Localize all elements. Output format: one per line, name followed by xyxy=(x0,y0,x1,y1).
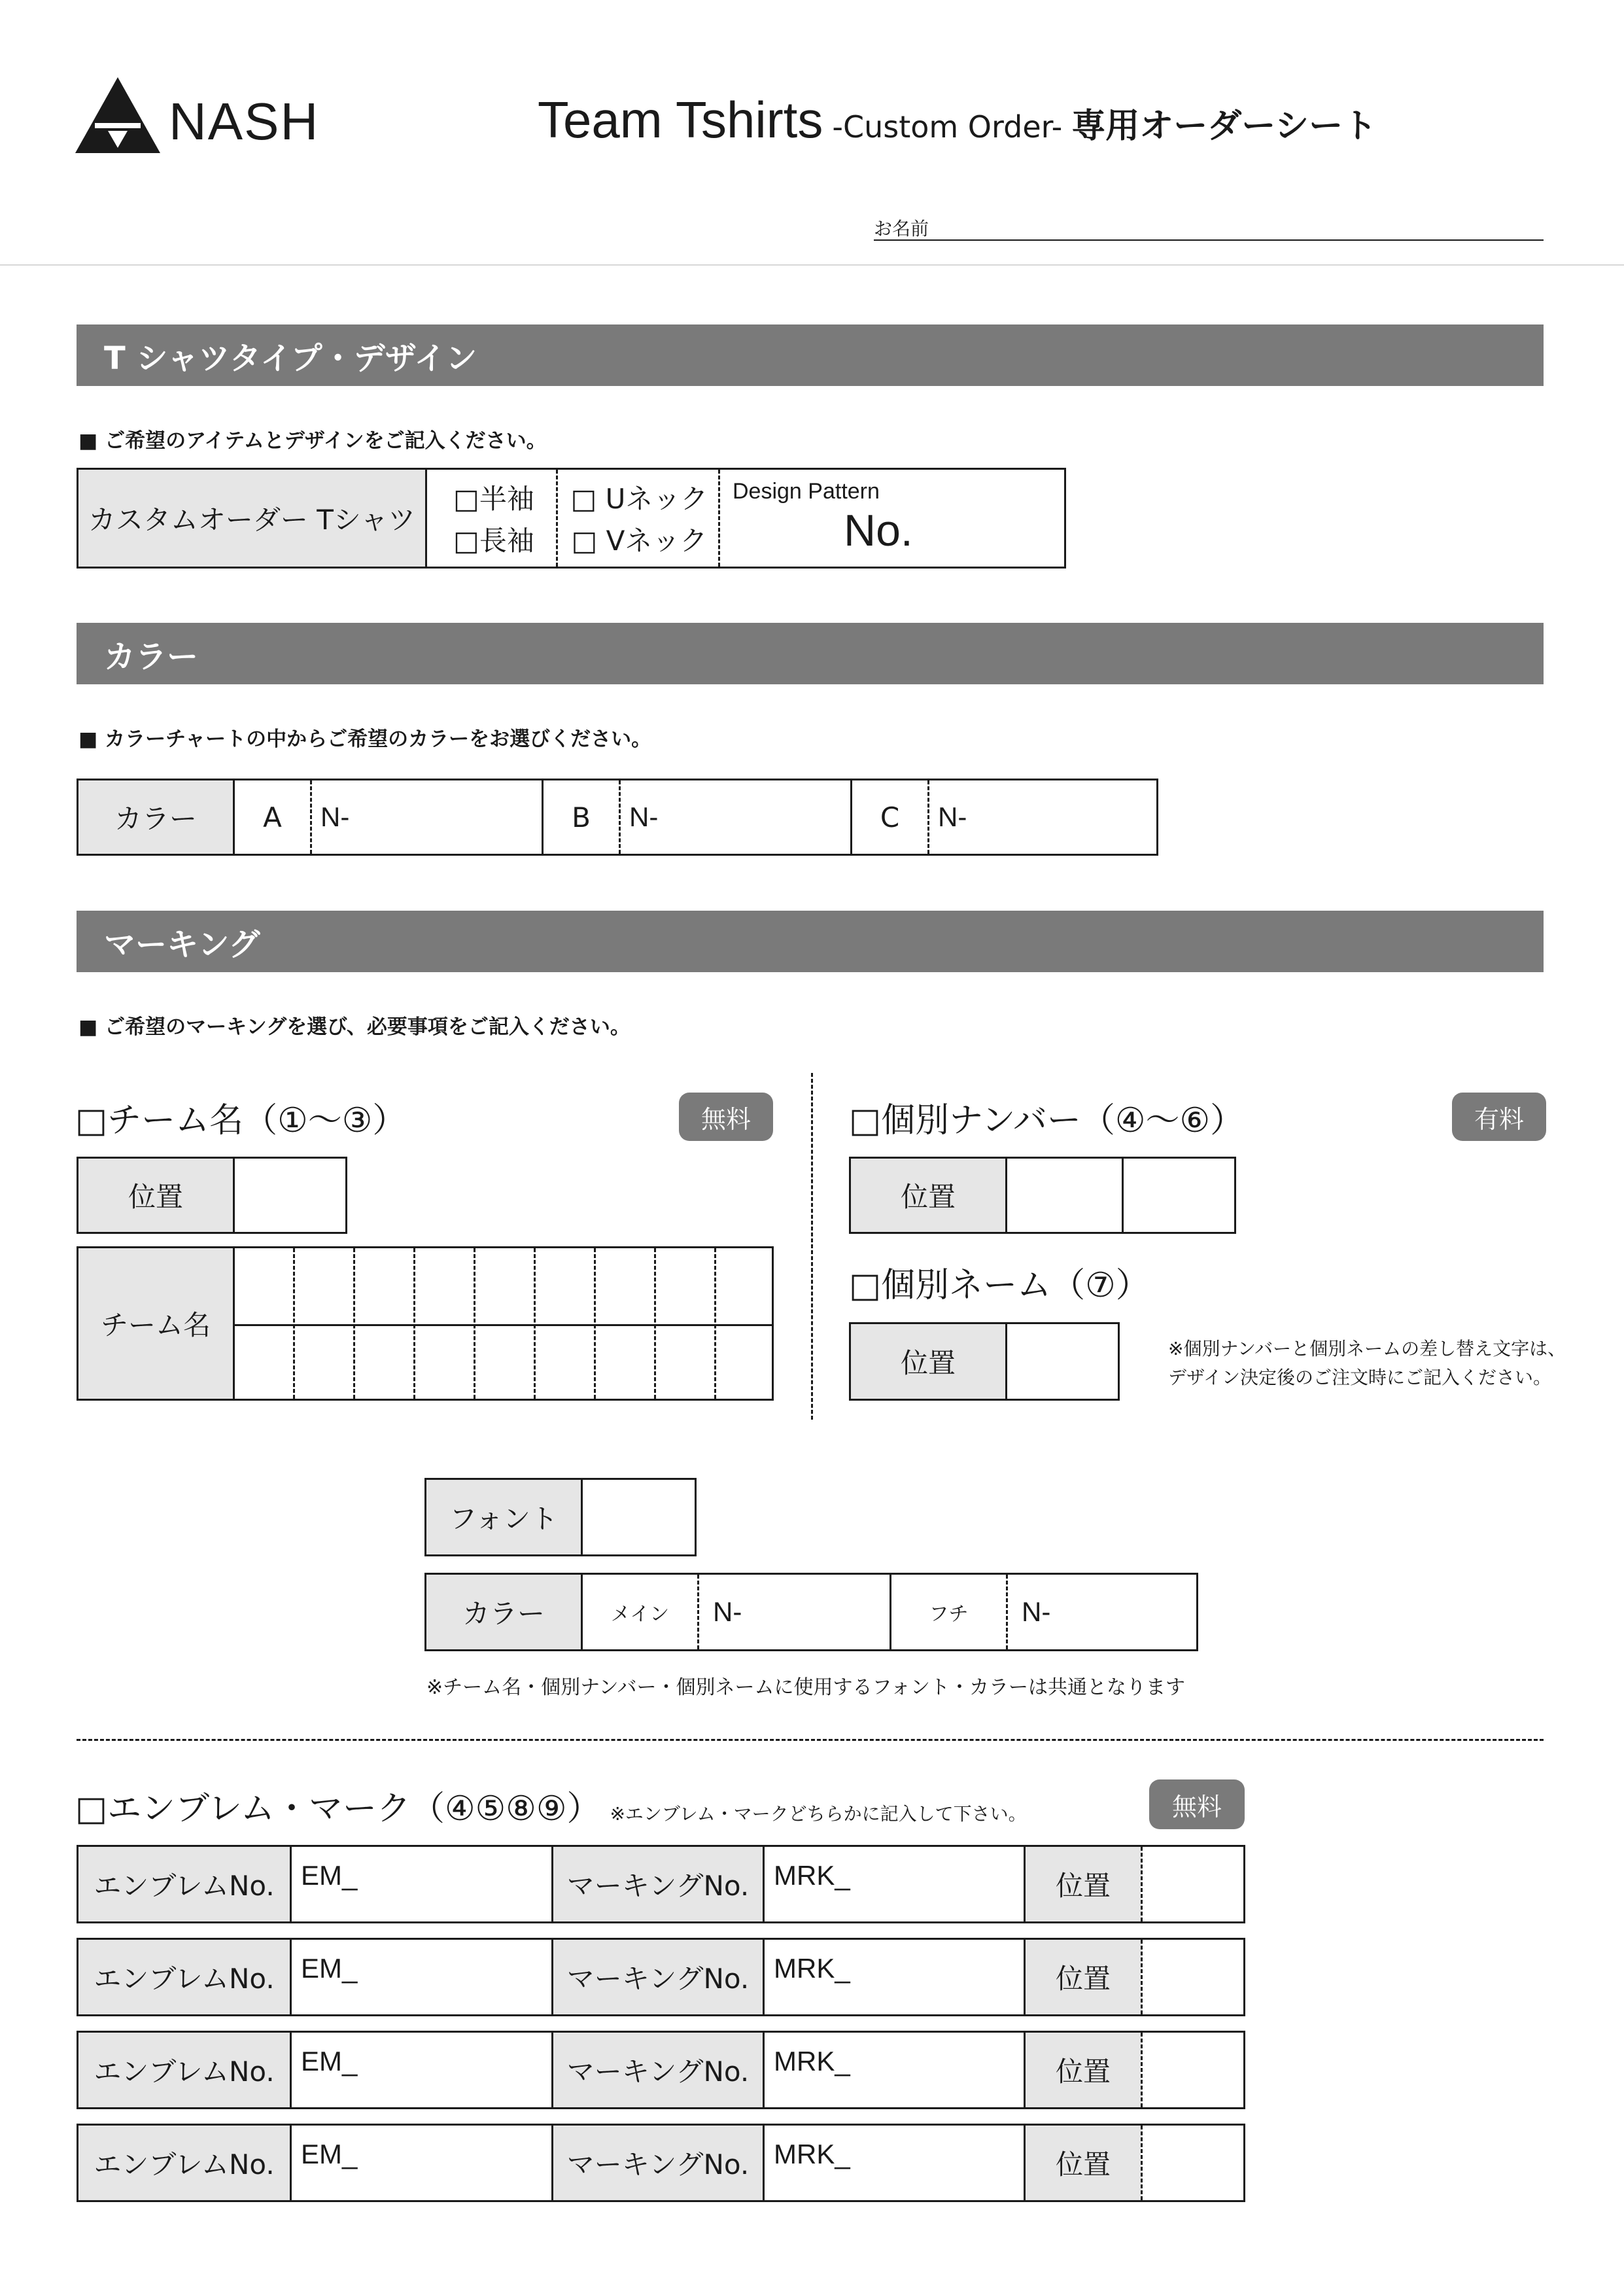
neck-u-checkbox[interactable]: □ Uネック xyxy=(570,483,708,515)
section-color-instruction: ■ カラーチャートの中からご希望のカラーをお選びください。 xyxy=(78,727,652,751)
color-slot-input[interactable]: N- xyxy=(938,801,967,832)
font-input[interactable] xyxy=(583,1480,695,1554)
color-slot-letter: B xyxy=(572,801,591,833)
replacement-note-line1: ※個別ナンバーと個別ネームの差し替え文字は、 xyxy=(1168,1338,1566,1359)
font-label: フォント xyxy=(426,1480,581,1554)
design-pattern-label: Design Pattern xyxy=(733,479,880,504)
marking-no-label: マーキングNo. xyxy=(553,2126,763,2200)
edge-color-input[interactable]: N- xyxy=(1022,1596,1051,1627)
team-name-heading[interactable]: □チーム名（①〜③） xyxy=(75,1101,407,1140)
position-label: 位置 xyxy=(851,1324,1005,1399)
neck-v-checkbox[interactable]: □ Vネック xyxy=(571,525,708,557)
color-slot-input[interactable]: N- xyxy=(320,801,350,832)
common-font-color-note: ※チーム名・個別ナンバー・個別ネームに使用するフォント・カラーは共通となります xyxy=(426,1676,1186,1699)
marking-column-divider xyxy=(811,1073,813,1420)
marking-color-label: カラー xyxy=(426,1575,581,1649)
marking-no-label: マーキングNo. xyxy=(553,2033,763,2107)
name-position-table xyxy=(849,1322,1120,1401)
emblem-position-input[interactable] xyxy=(1143,1847,1243,1921)
font-table xyxy=(424,1478,697,1556)
emblem-no-label: エンブレムNo. xyxy=(78,2126,290,2200)
emblem-no-label: エンブレムNo. xyxy=(78,1940,290,2014)
emblem-position-input[interactable] xyxy=(1143,1940,1243,2014)
marking-color-table xyxy=(424,1573,1198,1651)
marking-no-input[interactable]: MRK_ xyxy=(774,1953,850,1984)
emblem-row xyxy=(77,2124,1245,2202)
color-slot-input[interactable]: N- xyxy=(629,801,659,832)
section-marking-title: マーキング xyxy=(77,911,1544,972)
section-tshirt-type-title: T シャツタイプ・デザイン xyxy=(77,324,1544,386)
emblem-heading-note: ※エンブレム・マークどちらかに記入して下さい。 xyxy=(610,1803,1027,1825)
item-label: カスタムオーダー Tシャツ xyxy=(78,470,425,567)
emblem-no-input[interactable]: EM_ xyxy=(301,2139,358,2169)
section-tshirt-instruction: ■ ご希望のアイテムとデザインをご記入ください。 xyxy=(78,429,547,453)
marking-no-input[interactable]: MRK_ xyxy=(774,2139,850,2169)
team-position-input[interactable] xyxy=(235,1159,347,1232)
number-position-input[interactable] xyxy=(1124,1159,1235,1232)
header-divider xyxy=(0,264,1624,266)
team-position-table xyxy=(77,1157,347,1234)
color-table xyxy=(77,779,1158,856)
color-slot-letter: A xyxy=(263,801,282,833)
design-pattern-no[interactable]: No. xyxy=(844,506,913,555)
sleeve-long-checkbox[interactable]: □長袖 xyxy=(453,525,534,557)
emblem-no-label: エンブレムNo. xyxy=(78,1847,290,1921)
replacement-note-line2: デザイン決定後のご注文時にご記入ください。 xyxy=(1168,1367,1552,1388)
individual-number-paid-badge: 有料 xyxy=(1452,1093,1546,1141)
section-marking-instruction: ■ ご希望のマーキングを選び、必要事項をご記入ください。 xyxy=(78,1015,631,1039)
emblem-no-input[interactable]: EM_ xyxy=(301,2046,358,2076)
name-position-input[interactable] xyxy=(1007,1324,1118,1399)
sleeve-short-checkbox[interactable]: □半袖 xyxy=(453,483,534,515)
marking-no-label: マーキングNo. xyxy=(553,1940,763,2014)
position-label: 位置 xyxy=(1026,2126,1141,2200)
page-title xyxy=(538,90,1377,150)
position-label: 位置 xyxy=(1026,1847,1141,1921)
name-field[interactable] xyxy=(874,239,1544,241)
marking-no-label: マーキングNo. xyxy=(553,1847,763,1921)
brand-name: NASH xyxy=(169,92,320,150)
marking-no-input[interactable]: MRK_ xyxy=(774,1860,850,1891)
nash-logo-icon xyxy=(75,77,160,153)
emblem-section-divider xyxy=(77,1739,1544,1741)
position-label: 位置 xyxy=(1026,1940,1141,2014)
emblem-row xyxy=(77,1938,1245,2016)
emblem-position-input[interactable] xyxy=(1143,2033,1243,2107)
color-label: カラー xyxy=(78,780,233,854)
individual-number-heading[interactable]: □個別ナンバー（④〜⑥） xyxy=(849,1101,1245,1140)
emblem-no-label: エンブレムNo. xyxy=(78,2033,290,2107)
name-field-label: お名前 xyxy=(874,218,929,239)
position-label: 位置 xyxy=(1026,2033,1141,2107)
emblem-row xyxy=(77,1845,1245,1923)
individual-name-heading[interactable]: □個別ネーム（⑦） xyxy=(849,1266,1150,1305)
team-name-label: チーム名 xyxy=(78,1248,233,1399)
edge-color-label: フチ xyxy=(929,1603,969,1626)
emblem-row xyxy=(77,2031,1245,2109)
number-position-table xyxy=(849,1157,1236,1234)
emblem-no-input[interactable]: EM_ xyxy=(301,1953,358,1984)
main-color-label: メイン xyxy=(610,1603,670,1626)
title-sub: -Custom Order- xyxy=(832,109,1063,145)
emblem-no-input[interactable]: EM_ xyxy=(301,1860,358,1891)
position-label: 位置 xyxy=(851,1159,1005,1232)
emblem-free-badge: 無料 xyxy=(1149,1779,1245,1829)
number-position-input[interactable] xyxy=(1007,1159,1122,1232)
main-color-input[interactable]: N- xyxy=(713,1596,742,1627)
title-main: Team Tshirts xyxy=(538,91,823,149)
emblem-heading-row xyxy=(75,1781,1027,1830)
emblem-position-input[interactable] xyxy=(1143,2126,1243,2200)
marking-no-input[interactable]: MRK_ xyxy=(774,2046,850,2076)
tshirt-type-table xyxy=(77,468,1066,569)
title-jp: 専用オーダーシート xyxy=(1071,107,1377,146)
position-label: 位置 xyxy=(78,1159,233,1232)
emblem-heading[interactable]: □エンブレム・マーク（④⑤⑧⑨） xyxy=(75,1789,601,1829)
team-name-free-badge: 無料 xyxy=(679,1093,773,1141)
color-slot-letter: C xyxy=(880,801,900,833)
team-name-table xyxy=(77,1246,774,1401)
section-color-title: カラー xyxy=(77,623,1544,684)
